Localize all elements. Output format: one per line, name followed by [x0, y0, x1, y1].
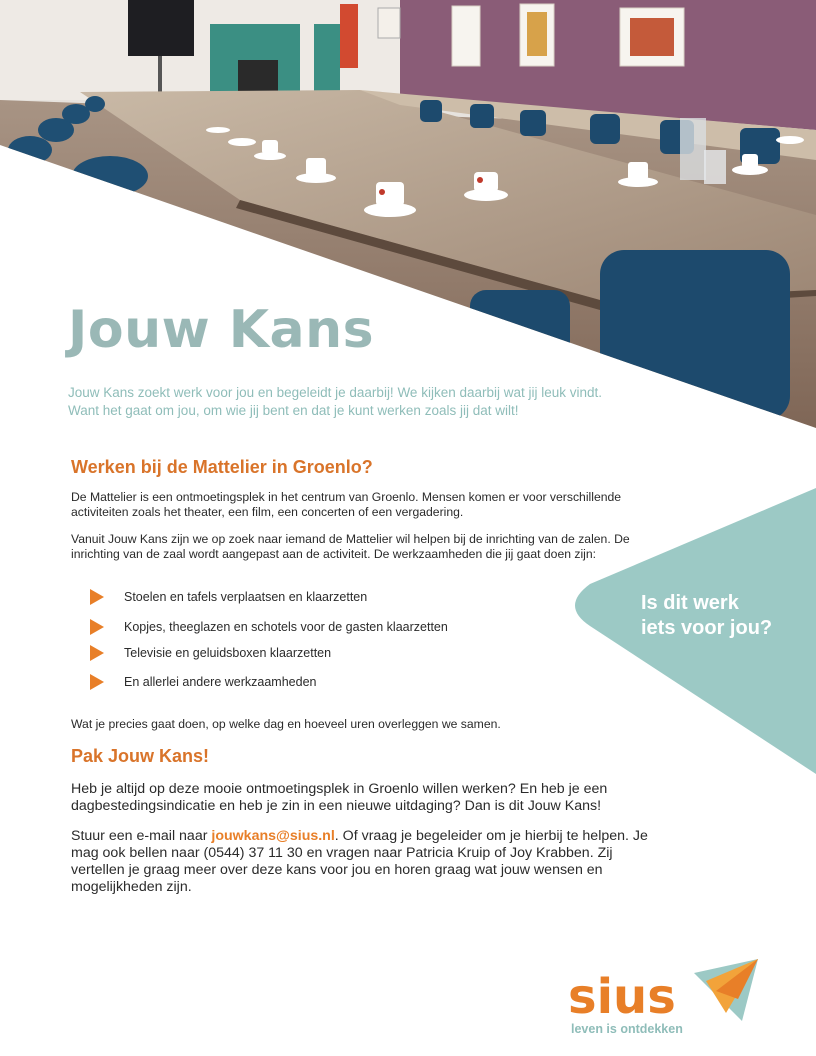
triangle-bullet-icon [90, 619, 104, 635]
paragraph-vanuit: Vanuit Jouw Kans zijn we op zoek naar iemand de Mattelier wil helpen bij de inrichting van de zalen. De inrichting van de zaal wordt aangepast aan de activiteit. De werkzaamheden die jij gaat doen zijn: [71, 532, 630, 561]
intro-line-2: Want het gaat om jou, om wie jij bent en dat je kunt werken zoals jij dat wilt! [68, 403, 519, 418]
section-heading-werken: Werken bij de Mattelier in Groenlo? [71, 457, 373, 477]
list-item: Televisie en geluidsboxen klaarzetten [90, 644, 331, 662]
page-title: Jouw Kans [68, 300, 375, 360]
list-item: Stoelen en tafels verplaatsen en klaarzetten [90, 588, 367, 606]
paragraph-contact: Stuur een e-mail naar jouwkans@sius.nl. Of vraag je begeleider om je hierbij te helpen. Je mag ook bellen naar (0544) 37 11 30 en vragen naar Patricia Kruip of Joy Krabben. Zij vertellen je graag meer over deze kans voor jou en horen graag wat jouw wensen en mogelijkheden zijn. [71, 828, 648, 895]
section-heading-pak: Pak Jouw Kans! [71, 746, 210, 766]
callout-text: Is dit werk iets voor jou? [641, 592, 773, 639]
intro-text [68, 384, 668, 420]
email-link[interactable]: jouwkans@sius.nl [211, 828, 335, 844]
triangle-bullet-icon [90, 645, 104, 661]
logo-wordmark: sius [568, 969, 676, 1025]
paragraph-mattelier: De Mattelier is een ontmoetingsplek in het centrum van Groenlo. Mensen komen er voor verschillende activiteiten zoals het theater, een film, een concerten of een vergadering. [71, 490, 622, 519]
meeting-room-photo [0, 0, 816, 430]
intro-line-1: Jouw Kans zoekt werk voor jou en begeleidt je daarbij! We kijken daarbij wat jij leuk vindt. [68, 385, 603, 400]
logo-tagline: leven is ontdekken [571, 1022, 683, 1036]
triangle-bullet-icon [90, 589, 104, 605]
list-item: En allerlei andere werkzaamheden [90, 673, 316, 691]
paragraph-pak-kans: Heb je altijd op deze mooie ontmoetingsplek in Groenlo willen werken? En heb je een dagbestedingsindicatie en heb je zin in een nieuwe uitdaging? Dan is dit Jouw Kans! [71, 781, 608, 814]
list-item: Kopjes, theeglazen en schotels voor de gasten klaarzetten [90, 618, 448, 636]
triangle-bullet-icon [90, 674, 104, 690]
paragraph-overleggen: Wat je precies gaat doen, op welke dag en hoeveel uren overleggen we samen. [71, 717, 501, 731]
